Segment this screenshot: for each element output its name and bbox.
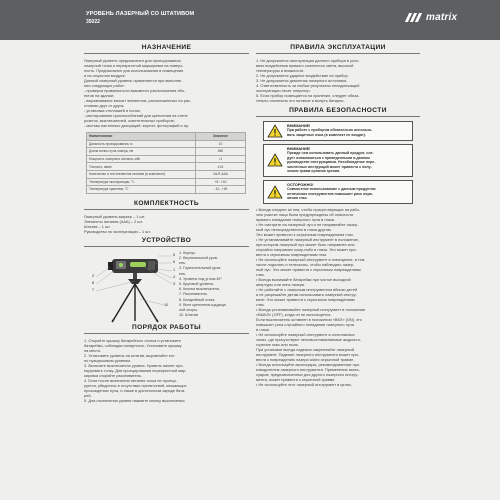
warning-line: Совместное использование с данным продуктом xyxy=(287,186,376,191)
spec-row xyxy=(87,163,246,171)
warning-line: численных инструкций может привести к полу- xyxy=(287,164,372,169)
spec-row xyxy=(87,140,246,148)
logo-mark-icon xyxy=(404,11,424,23)
kit-list xyxy=(84,214,249,234)
rule-line: 1. Не допускается эксплуатация данного прибора в усло- xyxy=(256,58,360,63)
rule-line: виях воздействия прямого солнечного света, высокой xyxy=(256,63,354,68)
callout-label: 2 xyxy=(92,273,95,278)
title-divider xyxy=(84,333,249,334)
part-item: 9. Винт крепления щадяще- xyxy=(179,302,227,307)
spec-row xyxy=(87,155,246,163)
callout-label: 4 xyxy=(173,274,176,279)
rule-line: эксплуатации несет оператор. xyxy=(256,88,311,93)
safety-line: и не разрешайте детям использовать лазерный инстру- xyxy=(256,291,357,297)
spec-table xyxy=(86,132,246,194)
purpose-text xyxy=(84,58,249,128)
rules-text xyxy=(256,58,420,103)
warning-line: жения глаз. xyxy=(287,196,308,201)
order-line: 4. Если после включения питания точка не проеци- xyxy=(84,377,177,383)
product-title: УРОВЕНЬ ЛАЗЕРНЫЙ СО ШТАТИВОМ xyxy=(86,11,195,17)
part-item: ной опоры. xyxy=(179,307,198,312)
safety-line: изводителем лазерного инструмента. Применение аксес- xyxy=(256,366,361,372)
order-line: 3. Включите выключатель уровня. Уровень начнет про- xyxy=(84,362,184,368)
order-line: 1. Откройте крышку батарейного отсека и установите xyxy=(84,337,181,343)
order-line: 2. Установите уровень на штатив, выровняйте его xyxy=(84,352,175,358)
spec-value: +5...+40 xyxy=(196,178,246,186)
purpose-line: - установка стеллажей и полок; xyxy=(84,108,141,113)
safety-line: глаз. xyxy=(256,301,265,307)
purpose-line: нии следующих работ: xyxy=(84,83,125,88)
warning-title: ВНИМАНИЕ! xyxy=(287,124,311,129)
product-code: 35022 xyxy=(86,19,100,25)
safety-line: • Не используйте лазерный инструмент в помещение, в тем xyxy=(256,256,365,262)
purpose-line: Лазерный уровень предназначен для проецирования xyxy=(84,58,181,63)
callout-label: 3 xyxy=(173,281,176,286)
safety-line: мента, может привести к серьезной травме. xyxy=(256,376,336,382)
warning-line: вать защитные очки (в комплект не входят). xyxy=(287,133,366,137)
spec-row xyxy=(87,186,246,194)
warning-body xyxy=(287,124,372,137)
warning-line: Прежде чем использовать данный продукт, сле- xyxy=(287,151,374,155)
purpose-line: Данный лазерный уровень применяется при выполне- xyxy=(84,78,183,83)
spec-name: Температура хранения, °С xyxy=(87,186,196,194)
level-on-tripod-illustration xyxy=(84,251,179,323)
safety-text xyxy=(256,207,420,387)
order-text xyxy=(84,338,249,403)
callout-label: 10 xyxy=(164,302,169,307)
safety-line: вести к повреждению лазера и/или серьезной травме. xyxy=(256,356,355,362)
part-item: 3. Горизонтальный уров- xyxy=(179,266,222,271)
warning-line: дует ознакомиться с приведенными в данном xyxy=(287,155,370,160)
safety-line: в глаза. xyxy=(256,326,270,332)
part-item: 2. Вертикальный уров- xyxy=(179,255,219,260)
rule-line: 3. Не допускается демонтаж лазерного источника. xyxy=(256,78,348,83)
safety-line: При установке всегда надежно закрепляйте лазерный xyxy=(256,346,355,352)
part-item: ень. xyxy=(179,261,187,266)
warning-line: оптических инструментов повышает риск пора- xyxy=(287,191,373,196)
rule-line: 2. Не допускается ударное воздействие на прибор. xyxy=(256,73,349,78)
purpose-line: и на открытом воздухе. xyxy=(84,73,127,78)
warning-title: ВНИМАНИЕ! xyxy=(287,147,311,151)
spec-value: 10 xyxy=(196,140,246,148)
part-item: 10. Штатив xyxy=(179,313,198,318)
spec-row xyxy=(87,170,246,178)
callout-label: 6 xyxy=(173,259,176,264)
safety-line: случайно направлен кому-либо в глаза. Это может при- xyxy=(256,246,357,252)
spec-value: <1 xyxy=(196,155,246,163)
spec-header-row xyxy=(87,133,246,141)
order-line: прохождению луча, и также в достаточном заряде бата- xyxy=(84,387,186,393)
safety-line: • Всегда устанавливайте лазерный инструмент в положение xyxy=(256,306,366,312)
callout-label: 5 xyxy=(173,252,176,257)
spec-header-name: Наименование xyxy=(87,133,196,141)
order-line: по пузырьковым уровням. xyxy=(84,357,132,363)
order-line: кировки откройте рассеиватель. xyxy=(84,372,143,378)
warning-title: ОСТОРОЖНО! xyxy=(287,182,314,187)
order-line: рей. xyxy=(84,392,92,398)
warnings-group xyxy=(256,121,420,204)
order-line: на место. xyxy=(84,347,102,353)
order-line: батарейки, соблюдая полярность. Установите крышку xyxy=(84,342,182,348)
purpose-line: ектов на здании; xyxy=(84,93,115,98)
part-item: 7. Рассеиватель. xyxy=(179,292,208,297)
spec-value: 650 xyxy=(196,148,246,156)
warning-body xyxy=(287,183,376,201)
part-item: 8. Батарейный отсек. xyxy=(179,297,216,302)
spec-row xyxy=(87,178,246,186)
safety-line: глаз. xyxy=(256,271,265,277)
title-divider xyxy=(256,116,420,117)
spec-name: Температура эксплуатации, °С xyxy=(87,178,196,186)
order-line: руется, убедитесь в отсутствии препятствий, мешающих xyxy=(84,382,187,388)
safety-line: • Не используйте этот лазерный инструмент в целях, xyxy=(256,381,352,387)
warning-triangle-icon xyxy=(267,185,283,199)
safety-line: Это может привести к серьезным повреждениям глаз. xyxy=(256,231,354,237)
spec-name: Количество и тип элементов питания (в комплекте) xyxy=(87,170,196,178)
purpose-line: лазерной точки и перекрестной маркировки на поверх- xyxy=(84,63,184,68)
logo-text: matrix xyxy=(426,11,458,23)
warning-triangle-icon xyxy=(267,153,283,167)
warning-box xyxy=(263,180,413,204)
device-title: УСТРОЙСТВО xyxy=(141,236,192,244)
spec-row xyxy=(87,148,246,156)
purpose-line: - монтирование приспособлений для крепления на стене xyxy=(84,113,188,118)
rules-title: ПРАВИЛА ЭКСПЛУАТАЦИИ xyxy=(290,44,386,51)
safety-line: апертуры или линз лазера. xyxy=(256,281,306,287)
safety-line: инструмент. Падение лазерного инструмента может при- xyxy=(256,351,359,357)
warning-line: чению травм органов зрения. xyxy=(287,169,341,174)
part-item: 5. Круговой уровень. xyxy=(179,281,215,286)
warning-box xyxy=(263,144,413,177)
warning-line: руководстве инструкциями. Несоблюдение пере- xyxy=(287,160,376,165)
part-item: 6. Кнопка выключателя. xyxy=(179,287,220,292)
spec-name: Мощность лазерного сигнала, мВт xyxy=(87,155,196,163)
callout-label: 7 xyxy=(92,287,95,292)
spec-value: - 10...+45 xyxy=(196,186,246,194)
order-line: ецировать точку. Для проецирования перекрестной мар- xyxy=(84,367,187,373)
purpose-title: НАЗНАЧЕНИЕ xyxy=(141,44,192,51)
safety-line: «ВЫКЛ» (OFF), когда он не используется. xyxy=(256,311,332,317)
purpose-line: - проверка правильности взаимного расположения объ- xyxy=(84,88,186,93)
title-divider xyxy=(256,53,420,54)
title-divider xyxy=(84,53,249,54)
purpose-line: - выравнивание вносит элементов, расположенных на рас- xyxy=(84,98,192,103)
title-divider xyxy=(84,246,249,247)
safety-line: • Не работайте с лазерным инструментом вблизи детей xyxy=(256,286,358,292)
safety-line: при котором лазерный луч может быть направлен или xyxy=(256,241,355,247)
order-title: ПОРЯДОК РАБОТЫ xyxy=(131,323,202,331)
kit-item: Штатив – 1 шт. xyxy=(84,223,111,229)
brand-logo xyxy=(404,11,457,23)
order-line: 5. Для отключения уровня нажмите кнопку выключения. xyxy=(84,397,186,403)
safety-line: прямого попадания лазерного луча в глаза. xyxy=(256,216,335,222)
title-divider xyxy=(84,209,249,210)
spec-name: Точность, мм/м xyxy=(87,163,196,171)
kit-item: Руководство по эксплуатации – 1 шт. xyxy=(84,228,151,234)
safety-line: мент. Это может привести к серьезным повреждениям xyxy=(256,296,355,302)
safety-title: ПРАВИЛА БЕЗОПАСНОСТИ xyxy=(289,107,387,114)
warning-box xyxy=(263,121,413,141)
right-column xyxy=(256,44,420,387)
part-item: 4. Уровень под углом 45° xyxy=(179,276,222,281)
safety-line: • Всегда используйте аксессуары, рекомендованные про- xyxy=(256,361,361,367)
safety-line: суаров, предназначенных для другого лазерного инстру- xyxy=(256,371,359,377)
header-bar xyxy=(0,0,500,40)
safety-line: ный луч. Это может привести к серьезным повреждениям xyxy=(256,266,361,272)
safety-line: • Всегда следите за тем, чтобы присутствующие на рабо- xyxy=(256,206,361,212)
safety-line: горючие газы или пыль. xyxy=(256,341,300,347)
spec-name: Дальность проецирования, м xyxy=(87,140,196,148)
callout-label: 8 xyxy=(92,280,95,285)
kit-item: Лазерный уровень-маркер – 1 шт. xyxy=(84,213,146,219)
purpose-line: ность. Предназначен для использования в помещении xyxy=(84,68,184,73)
spec-header-value: Значение xyxy=(196,133,246,141)
left-column xyxy=(84,44,249,403)
device-diagram xyxy=(84,251,249,323)
safety-line: • Не устанавливайте лазерный инструмент в положение, xyxy=(256,236,359,242)
safety-line: • Не используйте лазерный инструмент в огнеопасных xyxy=(256,331,355,337)
warning-line: При работе с прибором обязательно использо- xyxy=(287,128,373,133)
spec-name: Длина волны луча лазера, нм xyxy=(87,148,196,156)
part-item: 1. Корпус. xyxy=(179,250,197,255)
warning-triangle-icon xyxy=(267,124,283,138)
rule-line: температуры и влажности. xyxy=(256,68,305,73)
safety-line: чем участке лица были предупреждены об опасности xyxy=(256,211,354,217)
safety-line: • Не смотрите на лазерный луч и не направляйте лазер- xyxy=(256,221,359,227)
safety-line: зонах, где присутствуют легковоспламеняемые жидкости, xyxy=(256,336,361,342)
kit-title: КОМПЛЕКТНОСТЬ xyxy=(133,199,200,207)
safety-line: числе подолать и телескопы, чтобы наблюдать лазер- xyxy=(256,261,355,267)
rule-line: 4. Ответственность за любые результаты ненадлежащей xyxy=(256,83,360,88)
warning-body xyxy=(287,147,375,174)
safety-line: • Всегда вынимайте батарейки при чистке выходной xyxy=(256,276,351,282)
safety-line: ный луч непосредственно в глаза другим. xyxy=(256,226,332,232)
part-item: ень. xyxy=(179,271,187,276)
callout-label: 1 xyxy=(173,267,176,272)
rule-line: тельно отключить его питание и вынуть батареи. xyxy=(256,98,345,103)
parts-list xyxy=(179,251,249,319)
kit-item: Элементы питания (ААА) – 2 шт. xyxy=(84,218,143,224)
safety-line: вести к серьезным повреждениям глаз. xyxy=(256,251,328,257)
spec-value: ±1/1 xyxy=(196,163,246,171)
spec-value: 2хLR-AAA xyxy=(196,170,246,178)
rule-line: 5. Если прибор помещается на хранение, следует обяза- xyxy=(256,93,360,98)
purpose-line: - монтаж настенных декораций: картин, фотографий и пр. xyxy=(84,123,190,128)
safety-line: повышает риск случайного попадания лазерного луча xyxy=(256,321,355,327)
purpose-line: стоянии друг от друга; xyxy=(84,103,125,108)
safety-line: Если выключатель оставлен в положении «ВКЛ» (ON), это xyxy=(256,316,362,322)
purpose-line: розеток, выключателей, осветительных приборов; xyxy=(84,118,175,123)
